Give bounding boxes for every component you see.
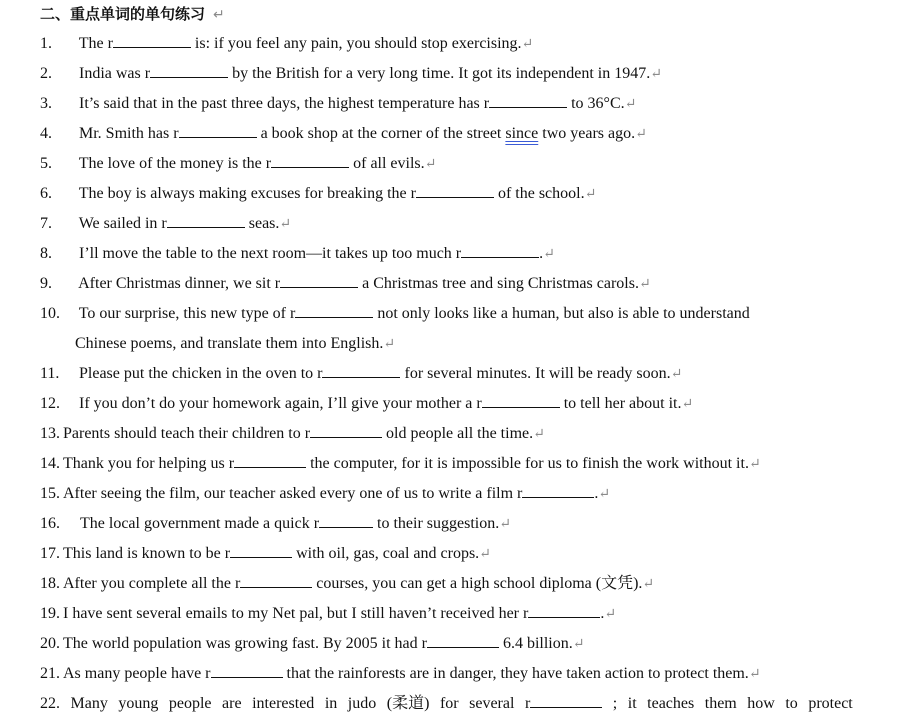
question-7 (40, 213, 870, 235)
answer-blank[interactable] (489, 93, 567, 108)
question-text: seas. (248, 215, 280, 232)
question-16 (40, 513, 870, 535)
question-word: r (524, 695, 531, 712)
question-number: 5. (40, 155, 52, 172)
question-9 (40, 273, 870, 295)
answer-blank[interactable] (427, 633, 499, 648)
answer-blank[interactable] (530, 693, 602, 708)
question-17 (40, 543, 870, 565)
answer-blank[interactable] (295, 303, 373, 318)
answer-blank[interactable] (522, 483, 594, 498)
question-text: Please put the chicken in the oven to r (79, 365, 323, 382)
question-word: (柔道) (386, 695, 430, 712)
question-1 (40, 33, 870, 55)
answer-blank[interactable] (230, 543, 292, 558)
question-text: a book shop at the corner of the street (260, 125, 502, 142)
question-text: . (594, 485, 599, 502)
question-6 (40, 183, 870, 205)
question-14 (40, 453, 870, 475)
question-word: them (704, 695, 737, 712)
answer-blank[interactable] (271, 153, 349, 168)
question-text: to their suggestion. (377, 515, 500, 532)
paragraph-mark-icon: ↵ (598, 487, 611, 502)
question-text: After Christmas dinner, we sit r (78, 275, 281, 292)
question-text: the computer, for it is impossible for us to finish the work without it. (310, 455, 749, 472)
question-text: old people all the time. (386, 425, 534, 442)
paragraph-mark-icon: ↵ (635, 127, 647, 142)
question-5 (40, 153, 870, 175)
question-21 (40, 663, 870, 685)
question-text: The r (78, 35, 113, 52)
question-number: 6. (40, 185, 52, 202)
question-word: teaches (647, 695, 695, 712)
question-number: 22. (40, 695, 60, 712)
question-text: courses, you can get a high school diploma (文凭). (316, 575, 643, 592)
grammar-flag-word[interactable]: since (505, 125, 539, 142)
answer-blank[interactable] (211, 663, 283, 678)
question-word: for (439, 695, 459, 712)
question-text: 6.4 billion. (502, 635, 573, 652)
question-word: to (785, 695, 798, 712)
question-text: We sailed in r (78, 215, 167, 232)
answer-blank[interactable] (319, 513, 373, 528)
question-number: 4. (40, 125, 52, 142)
question-number: 16. (40, 515, 60, 532)
question-text: Parents should teach their children to r (63, 425, 311, 442)
question-word: people (168, 695, 212, 712)
question-number: 18. (40, 575, 60, 592)
question-number: 8. (40, 245, 52, 262)
paragraph-mark-icon: ↵ (543, 247, 555, 262)
answer-blank[interactable] (234, 453, 306, 468)
question-text: not only looks like a human, but also is able to understand (377, 305, 750, 322)
question-word: protect (808, 695, 853, 712)
question-text: that the rainforests are in danger, they have taken action to protect them. (286, 665, 749, 682)
paragraph-mark-icon: ↵ (383, 337, 396, 352)
paragraph-mark-icon: ↵ (572, 637, 585, 652)
question-number: 3. (40, 95, 52, 112)
question-22 (40, 693, 853, 715)
question-text: This land is known to be r (63, 545, 231, 562)
question-word: interested (252, 695, 315, 712)
question-text: of all evils. (353, 155, 425, 172)
answer-blank[interactable] (482, 393, 560, 408)
question-text: I’ll move the table to the next room—it takes up too much r (79, 245, 462, 262)
paragraph-mark-icon: ↵ (213, 7, 225, 23)
answer-blank[interactable] (461, 243, 539, 258)
answer-blank[interactable] (280, 273, 358, 288)
question-text: Chinese poems, and translate them into English. (75, 335, 384, 352)
paragraph-mark-icon: ↵ (748, 667, 761, 682)
paragraph-mark-icon: ↵ (279, 217, 292, 232)
question-word: young (118, 695, 159, 712)
question-word: it (627, 695, 637, 712)
question-19 (40, 603, 870, 625)
question-text: of the school. (497, 185, 585, 202)
question-word: are (222, 695, 242, 712)
question-number: 12. (40, 395, 60, 412)
question-text: is: if you feel any pain, you should stop exercising. (194, 35, 522, 52)
question-text: with oil, gas, coal and crops. (296, 545, 480, 562)
paragraph-mark-icon: ↵ (533, 427, 545, 442)
question-text: It’s said that in the past three days, the highest temperature has r (79, 95, 490, 112)
question-word: in (324, 695, 338, 712)
question-number: 10. (40, 305, 60, 322)
question-text: . (600, 605, 605, 622)
question-text: two years ago. (542, 125, 636, 142)
question-text: As many people have r (63, 665, 211, 682)
answer-blank[interactable] (416, 183, 494, 198)
question-text: to 36°C. (571, 95, 625, 112)
question-word: how (747, 695, 775, 712)
question-13 (40, 423, 870, 445)
question-number: 7. (40, 215, 52, 232)
question-text: The world population was growing fast. By 2005 it had r (63, 635, 427, 652)
question-text: Mr. Smith has r (79, 125, 179, 142)
answer-blank[interactable] (150, 63, 228, 78)
question-word: several (469, 695, 515, 712)
question-number: 13. (40, 425, 60, 442)
paragraph-mark-icon: ↵ (748, 457, 761, 472)
answer-blank[interactable] (179, 123, 257, 138)
paragraph-mark-icon: ↵ (670, 367, 683, 382)
question-15 (40, 483, 870, 505)
question-text: a Christmas tree and sing Christmas carols. (362, 275, 639, 292)
question-20 (40, 633, 870, 655)
answer-blank[interactable] (240, 573, 312, 588)
question-2 (40, 63, 870, 85)
question-number: 11. (40, 365, 60, 382)
question-word: ; (612, 695, 618, 712)
question-word-with-blank (525, 693, 602, 715)
question-3 (40, 93, 870, 115)
question-number: 14. (40, 455, 60, 472)
question-text: . (539, 245, 544, 262)
question-text: India was r (79, 65, 151, 82)
paragraph-mark-icon: ↵ (584, 187, 597, 202)
answer-blank[interactable] (310, 423, 382, 438)
paragraph-mark-icon: ↵ (624, 97, 637, 112)
question-number: 15. (40, 485, 60, 502)
question-10 (40, 303, 870, 325)
question-text: To our surprise, this new type of r (78, 305, 296, 322)
question-text: The love of the money is the r (78, 155, 272, 172)
answer-blank[interactable] (528, 603, 600, 618)
answer-blank[interactable] (167, 213, 245, 228)
question-12 (40, 393, 870, 415)
paragraph-mark-icon: ↵ (650, 67, 662, 82)
paragraph-mark-icon: ↵ (642, 577, 655, 592)
question-number: 2. (40, 65, 52, 82)
question-text: for several minutes. It will be ready soon. (404, 365, 671, 382)
section-heading-text: 二、重点单词的单句练习 (40, 5, 206, 23)
question-text: After seeing the film, our teacher asked every one of us to write a film r (63, 485, 523, 502)
question-text: After you complete all the r (63, 575, 241, 592)
paragraph-mark-icon: ↵ (521, 37, 534, 52)
answer-blank[interactable] (322, 363, 400, 378)
paragraph-mark-icon: ↵ (499, 517, 511, 532)
question-text: The local government made a quick r (80, 515, 320, 532)
question-word: Many (70, 695, 108, 712)
question-18 (40, 573, 870, 595)
section-heading (40, 3, 225, 25)
question-11 (40, 363, 870, 385)
paragraph-mark-icon: ↵ (479, 547, 491, 562)
question-number: 19. (40, 605, 60, 622)
paragraph-mark-icon: ↵ (604, 607, 617, 622)
question-text: I have sent several emails to my Net pal, but I still haven’t received her r (63, 605, 529, 622)
question-text: The boy is always making excuses for breaking the r (78, 185, 416, 202)
question-text: by the British for a very long time. It got its independent in 1947. (232, 65, 651, 82)
question-text: If you don’t do your homework again, I’ll give your mother a r (79, 395, 482, 412)
question-number: 20. (40, 635, 60, 652)
paragraph-mark-icon: ↵ (424, 157, 437, 172)
question-word: judo (347, 695, 377, 712)
question-text: to tell her about it. (563, 395, 682, 412)
paragraph-mark-icon: ↵ (638, 277, 651, 292)
question-4 (40, 123, 870, 145)
question-number: 1. (40, 35, 52, 52)
question-number: 21. (40, 665, 60, 682)
question-8 (40, 243, 870, 265)
answer-blank[interactable] (113, 33, 191, 48)
question-number: 17. (40, 545, 60, 562)
question-number: 9. (40, 275, 52, 292)
question-text: Thank you for helping us r (63, 455, 235, 472)
question-10-continuation (75, 333, 395, 355)
paragraph-mark-icon: ↵ (681, 397, 694, 412)
